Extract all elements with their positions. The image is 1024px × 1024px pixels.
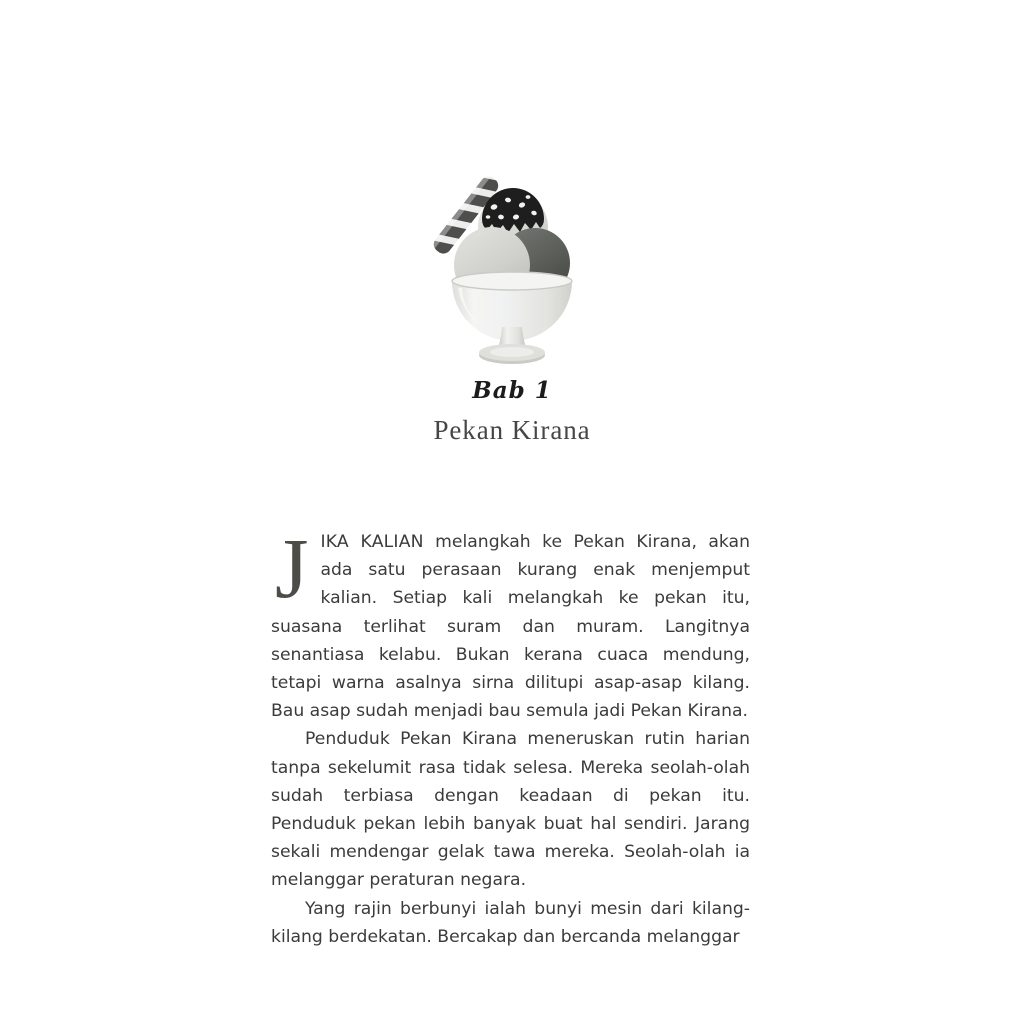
paragraph-2: Penduduk Pekan Kirana meneruskan rutin harian tanpa sekelumit rasa tidak selesa. Mereka seolah-olah sudah terbiasa dengan keadaan di pekan itu. Penduduk pekan lebih banyak buat hal sendiri. Jarang sekali mendengar gelak tawa mereka. Seolah-olah ia melanggar peraturan negara. <box>271 729 750 891</box>
body-text-column <box>271 520 750 951</box>
ice-cream-sundae-illustration <box>0 155 1024 375</box>
paragraph-3: Yang rajin berbunyi ialah bunyi mesin dari kilang-kilang berdekatan. Bercakap dan bercanda melanggar <box>271 898 750 947</box>
chapter-heading <box>0 379 1024 446</box>
drop-cap: J <box>275 520 309 616</box>
paragraph-1 <box>271 520 750 725</box>
chapter-title: Pekan Kirana <box>433 415 591 446</box>
chapter-number: Bab 1 <box>472 377 552 404</box>
sundae-glass <box>452 272 572 364</box>
paragraph-1-text: melangkah ke Pekan Kirana, akan ada satu perasaan kurang enak menjemput kalian. Setiap kali melangkah ke pekan itu, suasana terlihat suram dan muram. Langitnya senantiasa kelabu. Bukan kerana cuaca mendung, tetapi warna asalnya sirna dilitupi asap-asap kilang. Bau asap sudah menjadi bau semula jadi Pekan Kirana. <box>271 532 750 722</box>
opening-small-caps: IKA KALIAN <box>320 532 424 552</box>
